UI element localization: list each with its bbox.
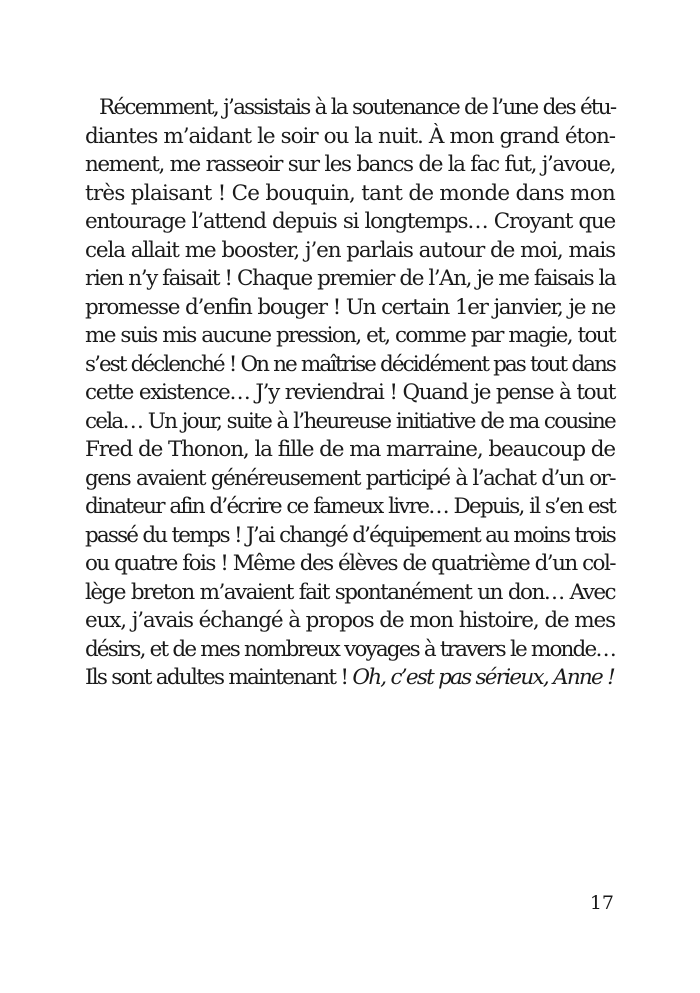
text-line: diantes m’aidant le soir ou la nuit. À mon grand éton-	[85, 123, 615, 149]
last-line-italic: Oh, c’est pas sérieux, Anne !	[352, 665, 614, 690]
text-line-last	[85, 664, 615, 693]
text-line: cela… Un jour, suite à l’heureuse initiative de ma cousine	[85, 408, 615, 434]
text-line: entourage l’attend depuis si longtemps… Croyant que	[85, 209, 615, 234]
text-line: promesse d’enfin bouger ! Un certain 1er janvier, je ne	[85, 294, 615, 320]
text-line: nement, me rasseoir sur les bancs de la fac fut, j’avoue,	[85, 152, 615, 177]
text-line: désirs, et de mes nombreux voyages à travers le monde…	[85, 636, 615, 662]
text-line: s’est déclenché ! On ne maîtrise décidément pas tout dans	[85, 351, 615, 377]
text-line: cela allait me booster, j’en parlais autour de moi, mais	[85, 237, 615, 263]
text-line: passé du temps ! J’ai changé d’équipement au moins trois	[85, 522, 615, 548]
text-line: lège breton m’avaient fait spontanément un don… Avec	[85, 579, 615, 605]
text-line: cette existence… J’y reviendrai ! Quand je pense à tout	[85, 380, 615, 405]
body-paragraph	[85, 94, 615, 693]
text-line: gens avaient généreusement participé à l’achat d’un or-	[85, 465, 615, 491]
text-line: me suis mis aucune pression, et, comme par magie, tout	[85, 323, 615, 348]
text-line: rien n’y faisait ! Chaque premier de l’An, je me faisais la	[85, 266, 616, 291]
text-line: Récemment, j’assistais à la soutenance de l’une des étu-	[99, 95, 616, 120]
page-number: 17	[589, 892, 614, 914]
text-line: dinateur afin d’écrire ce fameux livre… Depuis, il s’en est	[85, 494, 615, 519]
text-line: ou quatre fois ! Même des élèves de quatrième d’un col-	[85, 551, 615, 576]
last-line-regular: Ils sont adultes maintenant !	[85, 665, 353, 690]
text-line: Fred de Thonon, la fille de ma marraine, beaucoup de	[85, 437, 615, 462]
text-line: très plaisant ! Ce bouquin, tant de monde dans mon	[85, 180, 615, 206]
text-line: eux, j’avais échangé à propos de mon histoire, de mes	[85, 608, 615, 633]
